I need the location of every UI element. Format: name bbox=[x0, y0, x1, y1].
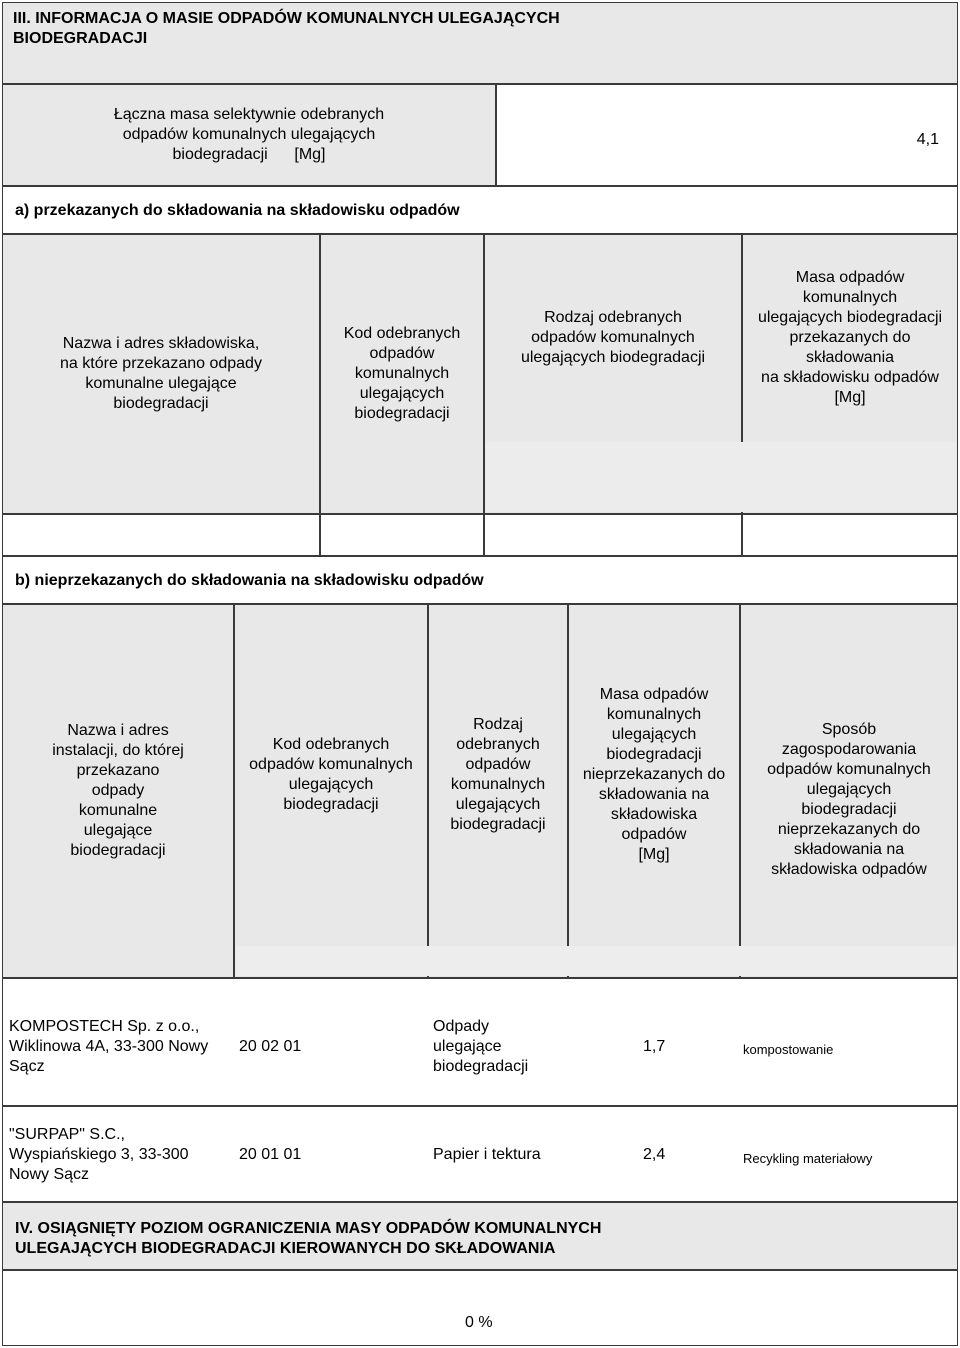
row-1-type bbox=[433, 1017, 528, 1077]
header-text: biodegradacji bbox=[113, 395, 209, 412]
section-b-header-name bbox=[2, 604, 234, 978]
section-b-header-lower-band bbox=[236, 946, 956, 976]
header-text: biodegradacji bbox=[606, 746, 702, 763]
row-1-type-line: ulegające bbox=[433, 1038, 502, 1055]
row-1-name-line: Wiklinowa 4A, 33-300 Nowy bbox=[9, 1038, 209, 1055]
header-text: odpadów bbox=[465, 756, 531, 773]
row-2-method: Recykling materiałowy bbox=[743, 1151, 873, 1166]
section-4-title-line1: IV. OSIĄGNIĘTY POZIOM OGRANICZENIA MASY ODPADÓW KOMUNALNYCH bbox=[15, 1220, 602, 1237]
header-text: [Mg] bbox=[834, 389, 866, 406]
header-text: składowania na bbox=[793, 841, 905, 858]
section-4-value-cell bbox=[2, 1270, 958, 1346]
section-4-value: 0 % bbox=[465, 1314, 493, 1331]
header-text: komunalnych bbox=[802, 289, 898, 306]
header-text: ulegających biodegradacji bbox=[520, 349, 706, 366]
header-text: zagospodarowania bbox=[781, 741, 917, 758]
header-text: Masa odpadów bbox=[795, 269, 905, 286]
header-text: przekazano bbox=[76, 762, 160, 779]
section-4-header bbox=[2, 1202, 958, 1270]
header-text: odpadów komunalnych bbox=[767, 761, 931, 778]
header-text: komunalnych bbox=[450, 776, 546, 793]
header-text: ulegających biodegradacji bbox=[757, 309, 943, 326]
section-b-header-type bbox=[428, 604, 568, 978]
row-1-code: 20 02 01 bbox=[239, 1038, 302, 1055]
header-text: składowania na bbox=[598, 786, 710, 803]
header-text: nieprzekazanych do bbox=[777, 821, 921, 838]
section-b-header-mass bbox=[568, 604, 740, 978]
row-1-type-line: biodegradacji bbox=[433, 1058, 529, 1075]
header-text: przekazanych do bbox=[789, 329, 911, 346]
header-text: komunalnych bbox=[606, 706, 702, 723]
header-text: komunalne ulegające bbox=[85, 375, 237, 392]
header-text: instalacji, do której bbox=[52, 742, 184, 759]
header-text: odpadów bbox=[369, 345, 435, 362]
header-text: Kod odebranych bbox=[343, 325, 461, 342]
header-text: odpady bbox=[91, 782, 145, 799]
header-text: ulegających bbox=[359, 385, 445, 402]
header-text: składowiska bbox=[610, 806, 698, 823]
header-text: na które przekazano odpady bbox=[60, 355, 262, 372]
header-text: ulegających bbox=[455, 796, 541, 813]
total-mass-label-line3: biodegradacji [Mg] bbox=[172, 146, 326, 163]
header-text: składowiska odpadów bbox=[771, 861, 927, 878]
total-mass-label-line1: Łączna masa selektywnie odebranych bbox=[113, 106, 385, 123]
header-text: biodegradacji bbox=[801, 801, 897, 818]
section-3-title-line2: BIODEGRADACJI bbox=[13, 30, 148, 47]
header-text: odpadów komunalnych bbox=[249, 756, 413, 773]
section-b-header bbox=[2, 556, 958, 604]
row-2-name-line: "SURPAP" S.C., bbox=[9, 1126, 125, 1143]
row-1-name-line: KOMPOSTECH Sp. z o.o., bbox=[9, 1018, 200, 1035]
row-2-code: 20 01 01 bbox=[239, 1146, 302, 1163]
header-text: Rodzaj odebranych bbox=[544, 309, 682, 326]
section-a-header-name bbox=[2, 234, 320, 514]
header-text: ulegające bbox=[83, 822, 153, 839]
row-1-name bbox=[9, 1017, 208, 1077]
total-mass-label-cell bbox=[2, 84, 496, 186]
header-text: Nazwa i adres składowiska, bbox=[62, 335, 260, 352]
section-a-title: a) przekazanych do składowania na składowisku odpadów bbox=[15, 202, 460, 219]
total-mass-value-cell bbox=[496, 84, 958, 186]
row-2-name-line: Nowy Sącz bbox=[9, 1166, 90, 1183]
section-3-title-line1: III. INFORMACJA O MASIE ODPADÓW KOMUNALNYCH ULEGAJĄCYCH bbox=[13, 10, 560, 27]
header-text: biodegradacji bbox=[70, 842, 166, 859]
header-text: odebranych bbox=[456, 736, 540, 753]
section-b-row-1 bbox=[2, 978, 958, 1106]
header-text: składowania bbox=[805, 349, 895, 366]
header-text: ulegających bbox=[806, 781, 892, 798]
row-2-type: Papier i tektura bbox=[433, 1146, 541, 1163]
section-b-header-method bbox=[740, 604, 958, 978]
header-text: komunalnych bbox=[354, 365, 450, 382]
row-1-method: kompostowanie bbox=[743, 1042, 834, 1057]
section-b-title: b) nieprzekazanych do składowania na składowisku odpadów bbox=[15, 572, 484, 589]
section-a-header-code bbox=[320, 234, 484, 514]
total-mass-label-line2: odpadów komunalnych ulegających bbox=[122, 126, 376, 143]
header-text: Nazwa i adres bbox=[67, 722, 169, 739]
header-text: Sposób bbox=[821, 721, 877, 738]
header-text: [Mg] bbox=[638, 846, 670, 863]
row-2-mass: 2,4 bbox=[643, 1146, 666, 1163]
total-mass-value: 4,1 bbox=[916, 131, 939, 148]
section-a-row-name bbox=[2, 514, 320, 556]
header-text: komunalne bbox=[78, 802, 158, 819]
section-a-row-code bbox=[320, 514, 484, 556]
section-3-header bbox=[2, 2, 958, 84]
row-2-name-line: Wyspiańskiego 3, 33-300 bbox=[9, 1146, 189, 1163]
header-text: odpadów komunalnych bbox=[531, 329, 695, 346]
header-text: biodegradacji bbox=[283, 796, 379, 813]
section-4-title-line2: ULEGAJĄCYCH BIODEGRADACJI KIEROWANYCH DO SKŁADOWANIA bbox=[15, 1240, 556, 1257]
header-text: biodegradacji bbox=[450, 816, 546, 833]
section-a-row-type bbox=[484, 514, 742, 556]
header-text: na składowisku odpadów bbox=[761, 369, 939, 386]
section-a-row-mass bbox=[742, 514, 958, 556]
row-1-type-line: Odpady bbox=[433, 1018, 490, 1035]
header-text: nieprzekazanych do bbox=[582, 766, 726, 783]
header-text: ulegających bbox=[288, 776, 374, 793]
header-text: Masa odpadów bbox=[599, 686, 709, 703]
header-text: odpadów bbox=[621, 826, 687, 843]
row-1-mass: 1,7 bbox=[643, 1038, 666, 1055]
section-a-header bbox=[2, 186, 958, 234]
section-b-header-code bbox=[234, 604, 428, 978]
section-a-header-lower-band bbox=[486, 442, 956, 512]
row-2-name bbox=[9, 1125, 189, 1185]
header-text: biodegradacji bbox=[354, 405, 450, 422]
row-1-name-line: Sącz bbox=[9, 1058, 45, 1075]
section-b-row-2 bbox=[2, 1106, 958, 1202]
header-text: Rodzaj bbox=[473, 716, 523, 733]
header-text: ulegających bbox=[611, 726, 697, 743]
header-text: Kod odebranych bbox=[272, 736, 390, 753]
